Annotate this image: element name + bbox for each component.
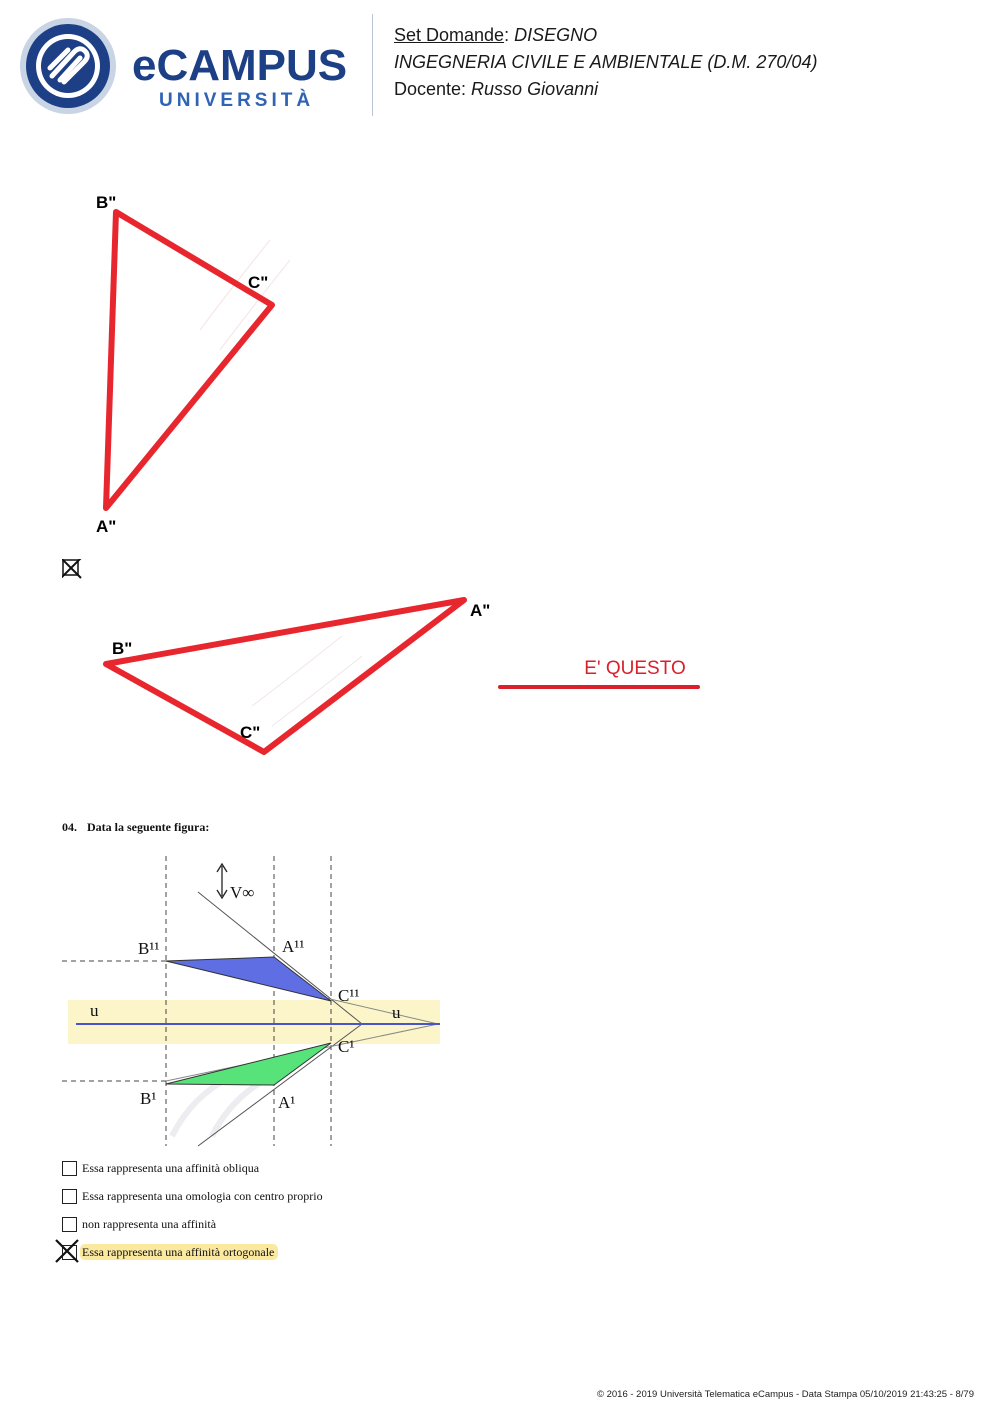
affinity-figure (62, 856, 442, 1148)
header-divider (372, 14, 373, 116)
label-u-right: u (392, 1003, 401, 1022)
triangle-outline (106, 212, 272, 508)
label-b: B" (96, 193, 117, 212)
header-info (394, 22, 817, 103)
question-number: 04. (62, 820, 77, 834)
label-c-upper: C¹¹ (338, 986, 360, 1005)
subject: DISEGNO (514, 25, 598, 45)
note-text: E' QUESTO (584, 658, 686, 679)
label-a: A" (470, 601, 491, 620)
answer-checkbox[interactable] (62, 1161, 77, 1176)
question-04 (62, 820, 209, 835)
label-c: C" (248, 273, 269, 292)
header-set-line (394, 22, 817, 49)
label-a-lower: A¹ (278, 1093, 296, 1112)
axis-band (68, 1000, 440, 1044)
answer-text: Essa rappresenta una omologia con centro proprio (82, 1189, 323, 1203)
teacher-name: Russo Giovanni (471, 79, 599, 99)
answer-text: non rappresenta una affinità (82, 1217, 217, 1231)
answer-checkbox-checked[interactable] (62, 559, 78, 575)
header-course-line (394, 49, 817, 76)
triangle-outline (106, 600, 464, 752)
label-c-lower: C¹ (338, 1037, 355, 1056)
note-underline (498, 685, 700, 689)
logo-subtitle: UNIVERSITÀ (159, 90, 315, 111)
set-label: Set Domande (394, 25, 505, 45)
label-v-infinity: V∞ (230, 883, 255, 902)
page-footer: © 2016 - 2019 Università Telematica eCampus - Data Stampa 05/10/2019 21:43:25 - 8/79 (596, 1389, 974, 1400)
label-b-lower: B¹ (140, 1089, 157, 1108)
label-a: A" (96, 517, 117, 536)
label-b: B" (112, 639, 133, 658)
answer-note (498, 656, 700, 692)
set-sep: : (504, 25, 515, 45)
triangle-figure-1 (80, 180, 320, 540)
answer-text: Essa rappresenta una affinità obliqua (82, 1161, 260, 1175)
label-a-upper: A¹¹ (282, 937, 305, 956)
direction-arrow-icon (217, 864, 227, 898)
answer-checkbox[interactable] (62, 1189, 77, 1204)
answer-text-highlighted: Essa rappresenta una affinità ortogonale (80, 1244, 278, 1260)
question-text: Data la seguente figura: (87, 820, 210, 834)
logo-brand: eCAMPUS (132, 41, 348, 90)
ecampus-logo (16, 14, 356, 118)
checked-x-icon (54, 1238, 80, 1264)
label-b-upper: B¹¹ (138, 939, 160, 958)
lower-triangle (166, 1043, 331, 1085)
triangle-figure-2 (92, 586, 502, 772)
course: INGEGNERIA CIVILE E AMBIENTALE (D.M. 270/04) (394, 52, 818, 72)
label-u-left: u (90, 1001, 99, 1020)
teacher-label: Docente: (394, 79, 472, 99)
answer-checkbox[interactable] (62, 1217, 77, 1232)
header-teacher-line (394, 76, 817, 103)
label-c: C" (240, 723, 261, 742)
